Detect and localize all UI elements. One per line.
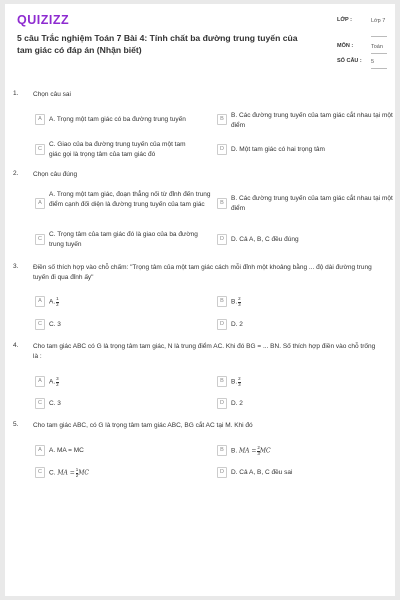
meta-class (337, 17, 387, 43)
option-text: B. Các đường trung tuyến của tam giác cắt nhau tại một điểm (231, 112, 393, 129)
meta-class-underline (371, 36, 387, 37)
question-number: 1. (13, 90, 19, 97)
question-text: Chọn câu sai (33, 91, 71, 98)
meta-count-underline (371, 68, 387, 69)
option-letter-box: C (35, 144, 45, 155)
fraction: $\frac{2}{3}$ (238, 296, 241, 307)
option-letter-box: A (35, 296, 45, 307)
option-letter-box: C (35, 234, 45, 245)
option-letter-box: B (217, 376, 227, 387)
option-text: A. $\frac{1}{2}$ (49, 296, 59, 307)
question-number: 2. (13, 170, 19, 177)
option-text: D. 2 (231, 321, 243, 328)
worksheet-meta (337, 17, 387, 73)
option-text: A. $\frac{3}{2}$ (49, 376, 59, 387)
option-letter-box: C (35, 398, 45, 409)
question-number: 3. (13, 263, 19, 270)
meta-subject-value: Toán (371, 44, 383, 50)
option-text: D. Cả A, B, C đều đúng (231, 236, 299, 243)
option-letter-box: D (217, 319, 227, 330)
option-letter-box: C (35, 467, 45, 478)
question-text: Cho tam giác ABC có G là trọng tâm tam giác, N là trung điểm AC. Khi đó BG = ... BN. Số thích hợp điền vào chỗ trống là : (33, 343, 376, 360)
meta-subject-underline (371, 53, 387, 54)
question-text: Điền số thích hợp vào chỗ chấm: "Trọng tâm của một tam giác cách mỗi đỉnh một khoảng bằng ... độ dài đường trung tuyến đi qua đỉnh ấy" (33, 264, 372, 281)
meta-subject-label: MÔN : (337, 43, 354, 49)
option-letter-box: D (217, 234, 227, 245)
question-number: 4. (13, 342, 19, 349)
meta-count-value: 5 (371, 59, 375, 65)
option-letter-box: A (35, 445, 45, 456)
option-text: A. MA = MC (49, 447, 84, 454)
option-text: A. Trọng một tam giác có ba đường trung tuyến (49, 116, 186, 123)
meta-subject (337, 43, 387, 58)
question-text: Cho tam giác ABC, có G là trọng tâm tam giác ABC, BG cắt AC tại M. Khi đó (33, 422, 253, 429)
option-letter-box: A (35, 114, 45, 125)
option-letter-box: C (35, 319, 45, 330)
fraction: $\frac{2}{3}$ (257, 445, 260, 456)
meta-count-label: SỐ CÂU : (337, 58, 362, 64)
meta-count (337, 58, 387, 73)
option-letter-box: B (217, 296, 227, 307)
option-text: B. $\frac{2}{3}$ (231, 376, 241, 387)
fraction: $\frac{2}{3}$ (238, 376, 241, 387)
option-text: B. Các đường trung tuyến của tam giác cắt nhau tại một điểm (231, 195, 393, 212)
option-text: A. Trong một tam giác, đoạn thẳng nối từ đỉnh đến trung điểm cạnh đối diện là đường trung tuyến của tam giác (49, 191, 211, 208)
option-text: D. Một tam giác có hai trọng tâm (231, 146, 325, 153)
fraction: $\frac{3}{2}$ (56, 376, 59, 387)
worksheet-page (5, 4, 395, 596)
option-text: D. Cả A, B, C đều sai (231, 469, 293, 476)
option-text: C. 3 (49, 321, 61, 328)
fraction: $\frac{1}{2}$ (56, 296, 59, 307)
fraction: $\frac{1}{2}$ (75, 467, 79, 478)
option-text: C. Trọng tâm của tam giác đó là giao của ba đường trung tuyến (49, 231, 198, 248)
option-text: B. $\frac{2}{3}$ (231, 296, 241, 307)
option-text: C. MA = $\frac{1}{2}$ MC (49, 467, 89, 478)
option-text: D. 2 (231, 400, 243, 407)
question-text: Chọn câu đúng (33, 171, 78, 178)
worksheet-title: 5 câu Trắc nghiệm Toán 7 Bài 4: Tính chất ba đường trung tuyến của tam giác có đáp án (Nhận biết) (17, 33, 298, 55)
meta-class-value: Lớp 7 (371, 18, 386, 24)
option-letter-box: D (217, 144, 227, 155)
question-number: 5. (13, 421, 19, 428)
option-text: C. Giao của ba đường trung tuyến của một tam giác gọi là trọng tâm của tam giác đó (49, 141, 186, 158)
option-text: C. 3 (49, 400, 61, 407)
option-letter-box: D (217, 398, 227, 409)
option-letter-box: B (217, 114, 227, 125)
option-letter-box: D (217, 467, 227, 478)
option-text: B. MA = $\frac{2}{3}$ MC (231, 445, 271, 456)
option-letter-box: A (35, 376, 45, 387)
option-letter-box: A (35, 198, 45, 209)
quizizz-logo: QUIZIZZ (17, 13, 70, 27)
meta-class-label: LỚP : (337, 17, 352, 23)
option-letter-box: B (217, 445, 227, 456)
option-letter-box: B (217, 198, 227, 209)
